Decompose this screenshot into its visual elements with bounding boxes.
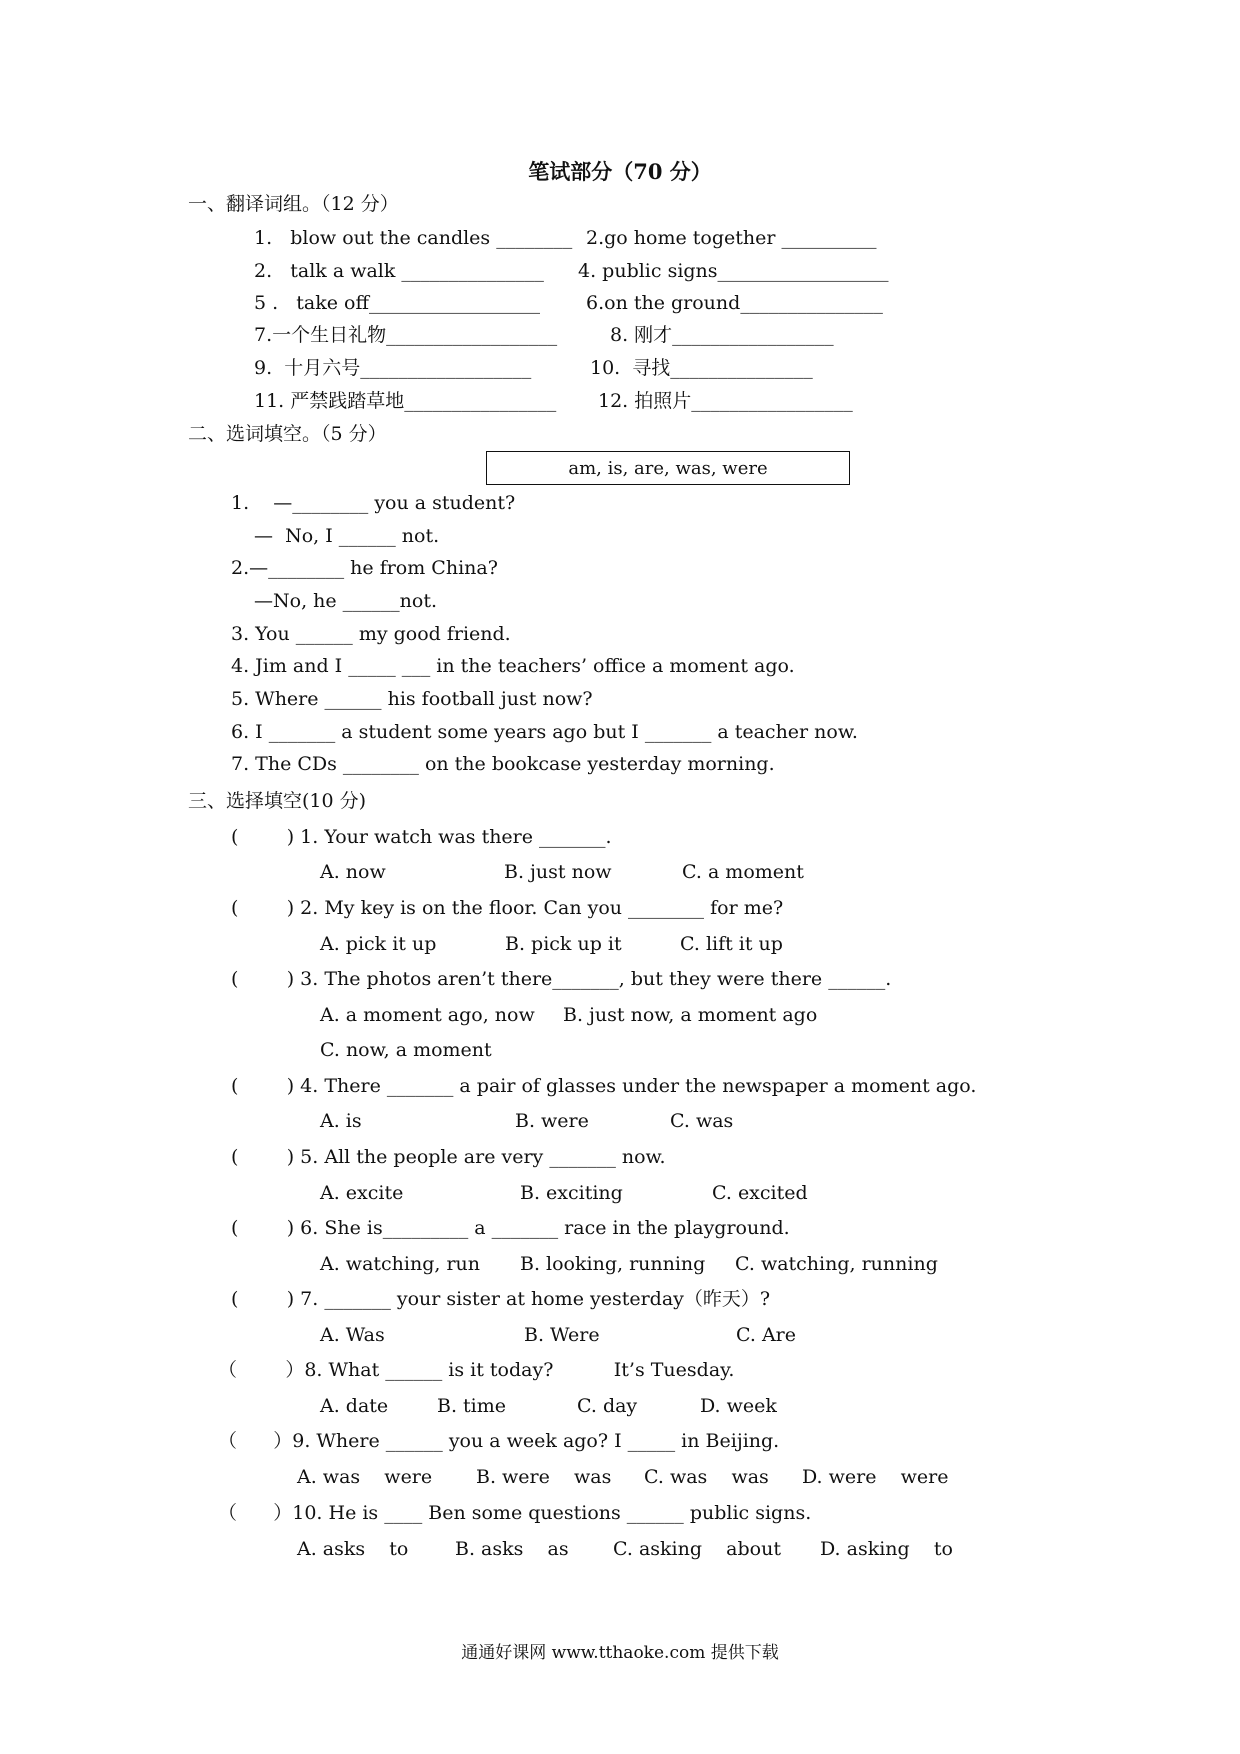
option: C. watching, running [735,1253,938,1275]
s2-line: 6. I _______ a student some years ago but I _______ a teacher now. [231,721,858,743]
option: B. were [515,1110,589,1132]
option: C. asking about [613,1538,781,1560]
option: B. asks as [455,1538,569,1560]
s1-item: 2.go home together __________ [586,227,877,249]
s1-item: 12. 拍照片_________________ [598,390,853,412]
question: ( ) 4. There _______ a pair of glasses under the newspaper a moment ago. [231,1075,977,1097]
option: B. Were [524,1324,600,1346]
s2-line: 4. Jim and I _____ ___ in the teachers’ office a moment ago. [231,655,795,677]
question: （ ）10. He is ____ Ben some questions ______ public signs. [218,1502,812,1524]
option: D. asking to [820,1538,953,1560]
option: C. Are [736,1324,796,1346]
option: A. excite [320,1182,404,1204]
s2-line: 3. You ______ my good friend. [231,623,511,645]
option: B. were was [476,1466,612,1488]
s1-item: 7.一个生日礼物__________________ [254,324,558,346]
option: D. week [700,1395,777,1417]
option: B. just now [504,861,612,883]
section1-heading: 一、翻译词组。（12 分） [188,193,399,215]
question: ( ) 6. She is_________ a _______ race in the playground. [231,1217,790,1239]
option: A. is [320,1110,362,1132]
question: ( ) 7. _______ your sister at home yesterday（昨天）? [231,1288,771,1310]
section2-heading: 二、选词填空。（5 分） [188,423,387,445]
s1-item: 8. 刚才_________________ [610,324,834,346]
option: C. was [670,1110,734,1132]
option: A. a moment ago, now [320,1004,535,1026]
option: D. were were [802,1466,949,1488]
option: B. time [437,1395,507,1417]
option: C. a moment [682,861,804,883]
option: B. pick up it [505,933,622,955]
page-footer: 通通好课网 www.tthaoke.com 提供下载 [461,1643,779,1663]
option: A. date [320,1395,389,1417]
question: ( ) 1. Your watch was there _______. [231,826,612,848]
question: ( ) 5. All the people are very _______ now. [231,1146,666,1168]
option: B. exciting [520,1182,623,1204]
s1-item: 11. 严禁践踏草地________________ [254,390,557,412]
word-bank-box: am, is, are, was, were [486,451,850,485]
s1-item: 1. blow out the candles ________ [254,227,573,249]
s1-item: 5 . take off__________________ [254,292,540,314]
question: ( ) 3. The photos aren’t there_______, but they were there ______. [231,968,892,990]
option: A. now [320,861,386,883]
s2-line: 7. The CDs ________ on the bookcase yesterday morning. [231,753,775,775]
option: A. watching, run [320,1253,481,1275]
option: A. Was [320,1324,385,1346]
option: C. was was [644,1466,769,1488]
s1-item: 4. public signs__________________ [578,260,889,282]
page-title: 笔试部分（70 分） [528,159,712,184]
option: A. was were [297,1466,433,1488]
s2-line: 1. —________ you a student? [231,492,516,514]
s1-item: 10. 寻找_______________ [590,357,813,379]
s2-line: 5. Where ______ his football just now? [231,688,593,710]
s2-line: 2.—________ he from China? [231,557,498,579]
option: C. day [577,1395,638,1417]
option: A. pick it up [320,933,437,955]
s2-line: — No, I ______ not. [254,525,440,547]
option: C. lift it up [680,933,783,955]
s2-line: —No, he ______not. [254,590,438,612]
section3-heading: 三、选择填空(10 分) [188,790,367,812]
option: C. now, a moment [320,1039,492,1061]
question: ( ) 2. My key is on the floor. Can you ________ for me? [231,897,784,919]
option: B. looking, running [520,1253,706,1275]
s1-item: 2. talk a walk _______________ [254,260,544,282]
question: （ ）9. Where ______ you a week ago? I _____ in Beijing. [218,1430,780,1452]
s1-item: 6.on the ground_______________ [586,292,883,314]
option: B. just now, a moment ago [563,1004,818,1026]
question: （ ）8. What ______ is it today? It’s Tuesday. [218,1359,735,1381]
option: C. excited [712,1182,808,1204]
option: A. asks to [297,1538,409,1560]
s1-item: 9. 十月六号__________________ [254,357,532,379]
